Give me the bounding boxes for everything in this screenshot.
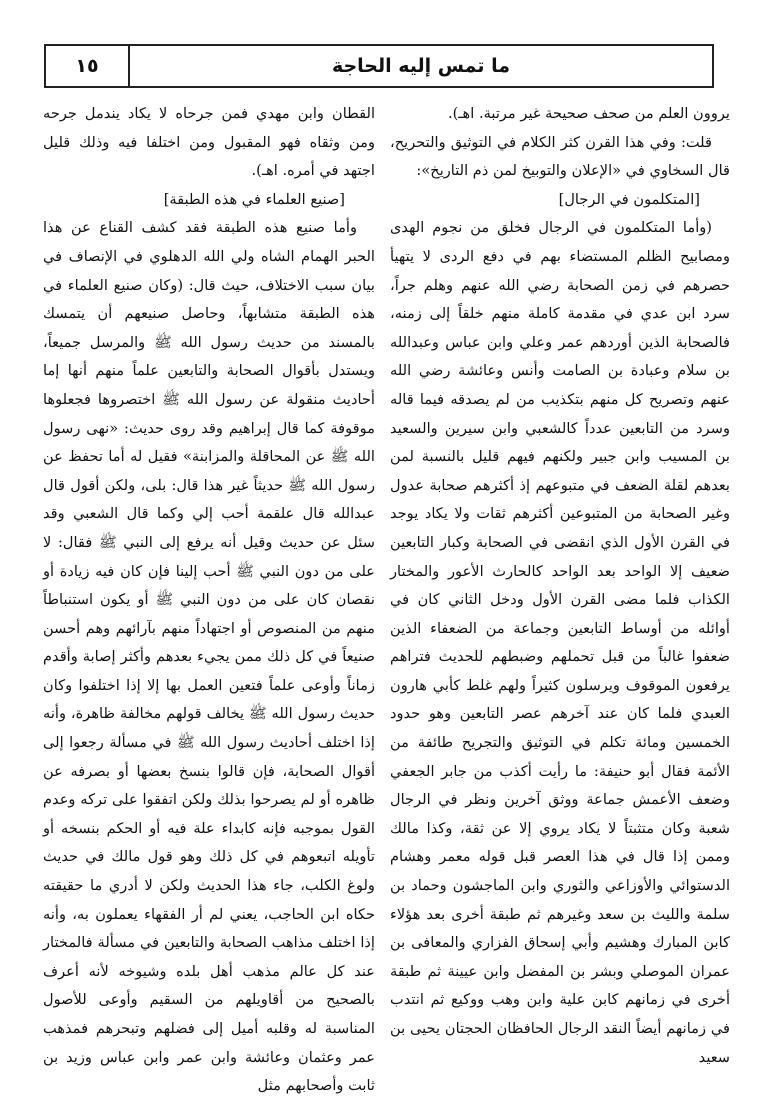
section-heading: [صنيع العلماء في هذه الطبقة] — [163, 190, 345, 208]
paragraph: (وأما المتكلمون في الرجال فخلق من نجوم الهدى ومصابيح الظلم المستضاء بهم في دفع الردى لا يتهيأ حصرهم في زمن الصحابة رضي الله عنهم وهلم جراً، سرد ابن عدي في مقدمة كاملة منهم خلقاً إلى زمنه، فالصحابة الذين أوردهم عمر وعلي وابن عباس وعبدالله بن سلام وعبادة بن الصامت وأنس وعائشة رضي الله عنهم وتصريح كل منهم بتكذيب من لم يصدقه فيما قاله وسرد من التابعين عدداً كالشعبي وابن سيرين والسعيد بن المسيب وابن جبير ولكنهم فيهم قليل بالنسبة لمن بعدهم لقلة الضعف في متبوعهم إذ أكثرهم صحابة عدول وغير الصحابة من المتبوعين أكثرهم ثقات ولا يكاد يوجد في القرن الأول الذي انقضى في الصحابة وكبار التابعين ضعيف إلا الواحد بعد الواحد كالحارث الأعور والمختار الكذاب فلما مضى القرن الأول ودخل الثاني كان في أوائله من أوساط التابعين وجماعة من الضعفاء الذين ضعفوا غالباً من قبل تحملهم وضبطهم للحديث فتراهم يرفعون الموقوف ويرسلون كثيراً ولهم غلط كأبي هارون العبدي فلما كان عند آخرهم عصر التابعين وهو حدود الخمسين ومائة تكلم في التوثيق والتجريح طائفة من الأئمة فقال أبو حنيفة: ما رأيت أكذب من جابر الجعفي وضعف الأعمش جماعة ووثق آخرين ونظر في الرجال شعبة وكان متثبتاً لا يكاد يروي إلا عن ثقة، وكذا مالك وممن إذا قال في هذا العصر قبل قوله معمر وهشام الدستوائي والأوزاعي والثوري وابن الماجشون وحماد بن سلمة والليث بن سعد وغيرهم ثم طبقة أخرى بعد هؤلاء كابن المبارك وهشيم وأبي إسحاق الفزاري والمعافى بن عمران الموصلي وبشر بن المفضل وابن عيينة ثم طبقة أخرى في زمانهم كابن علية وابن وهب ووكيع ثم انتدب في زمانهم أيضاً النقد الرجال الحافظان الحجتان يحيى بن سعيد — [390, 219, 730, 1066]
paragraph: القطان وابن مهدي فمن جرحاه لا يكاد يندمل جرحه ومن وثقاه فهو المقبول ومن اختلفا فيه وذلك قليل اجتهد في أمره. اهـ). — [43, 105, 375, 180]
paragraph: يروون العلم من صحف صحيحة غير مرتبة. اهـ). — [447, 105, 730, 122]
section-heading: [المتكلمون في الرجال] — [558, 190, 700, 208]
running-header — [44, 44, 714, 88]
paragraph: وأما صنيع هذه الطبقة فقد كشف القناع عن هذا الحبر الهمام الشاه ولي الله الدهلوي في الإنصاف في بيان سبب الاختلاف، حيث قال: (وكان صنيع العلماء في هذه الطبقة متشابهاً، وحاصل صنيعهم أن يتمسك بالمسند من حديث رسول الله ﷺ والمرسل جميعاً، ويستدل بأقوال الصحابة والتابعين علماً منهم أنها إما أحاديث منقولة عن رسول الله ﷺ اختصروها فجعلوها موقوفة كما قال إبراهيم وقد روى حديث: «نهى رسول الله ﷺ عن المحاقلة والمزابنة» فقيل له أما تحفظ عن رسول الله ﷺ حديثاً غير هذا قال: بلى، ولكن أقول قال عبدالله قال علقمة أحب إلي وكما قال الشعبي وقد سئل عن حديث وقيل أنه يرفع إلى النبي ﷺ فقال: لا على من دون النبي ﷺ أحب إلينا فإن كان فيه زيادة أو نقصان كان على من دون النبي ﷺ أو يكون استنباطاً منهم من المنصوص أو اجتهاداً منهم بآرائهم وهم أحسن صنيعاً في كل ذلك ممن يجيء بعدهم وأكثر إصابة وأقدم زماناً وأوعى علماً فتعين العمل بها إلا إذا اختلفوا وكان حديث رسول الله ﷺ يخالف قولهم مخالفة ظاهرة، وأنه إذا اختلف أحاديث رسول الله ﷺ في مسألة رجعوا إلى أقوال الصحابة، فإن قالوا بنسخ بعضها أو بصرفه عن ظاهره أو لم يصرحوا بذلك ولكن اتفقوا على تركه وعدم القول بموجبه فإنه كابداء علة فيه أو الحكم بنسخه أو تأويله اتبعوهم في كل ذلك وهو قول مالك في حديث ولوغ الكلب، جاء هذا الحديث ولكن لا أدري ما حقيقته حكاه ابن الحاجب، يعني لم أر الفقهاء يعملون به، وأنه إذا اختلف مذاهب الصحابة والتابعين في مسألة فالمختار عند كل عالم مذهب أهل بلده وشيوخه لأنه أعرف بالصحيح من أقاويلهم من السقيم وأوعى للأصول المناسبة له وقلبه أميل إلى فضلهم وتبحرهم فمذهب عمر وعثمان وعائشة وابن عمر وابن عباس وزيد بن ثابت وأصحابهم مثل — [43, 219, 375, 1095]
left-text-column — [43, 100, 375, 1101]
paragraph: قلت: وفي هذا القرن كثر الكلام في التوثيق والتحريح، قال السخاوي في «الإعلان والتوبيخ لمن ذم التاريخ»: — [390, 133, 730, 180]
running-title: ما تمس إليه الحاجة — [331, 55, 511, 77]
page-number: ١٥ — [46, 46, 130, 86]
right-text-column — [390, 100, 730, 1072]
